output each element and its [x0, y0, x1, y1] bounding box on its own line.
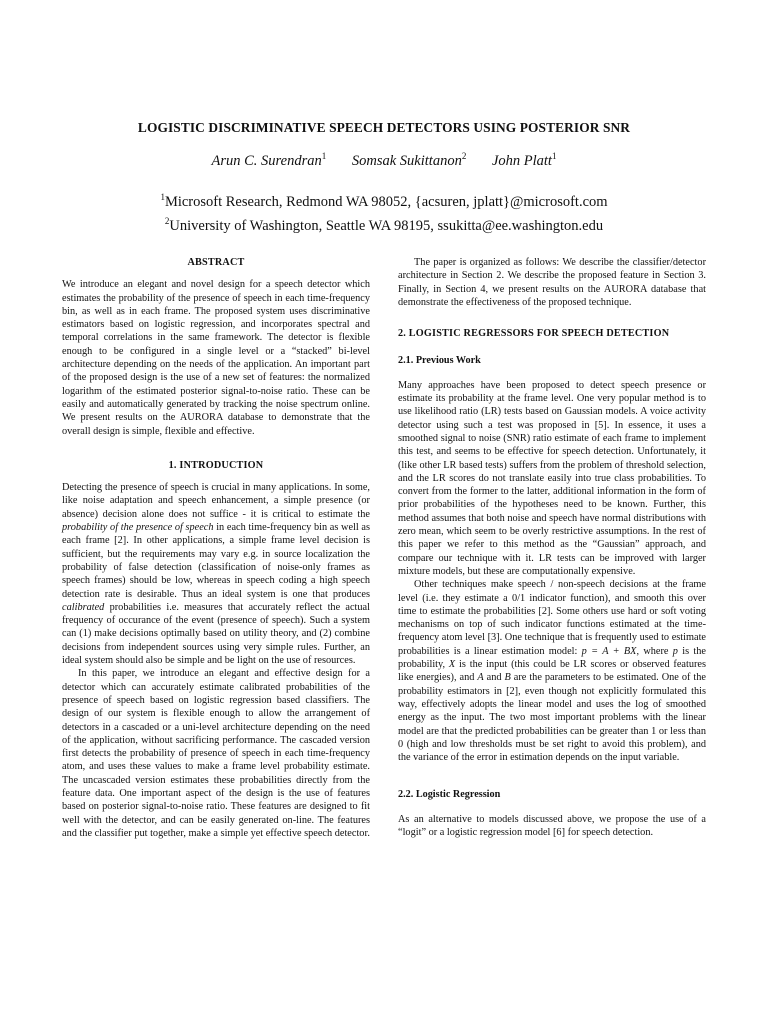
previous-work-paragraph-2: Other techniques make speech / non-speech decisions at the frame level (i.e. they estimate a 0/1 indicator function), and smooth this over time to estimate the probabilities [2]. Some others use hard or soft voting mechanisms on top of such indicator functions estimated at the time-frequency atom level [3]. One technique that is frequently used to estimate probabilities is a linear estimation model: p = A + BX, where p is the probability, X is the input (this could be LR scores or observed features like energies), and A and B are the parameters to be estimated. One of the probability estimators in [2], even though not explicitly formulated this way, effectively adopts the linear model and uses the log of smoothed energy as the input. The two most important problems with the linear model are that the predicted probabilities can be greater than 1 or less than 0 (high and low thresholds must be set right to avoid this problem), and the variance of the error in estimation depends on the input variable.	[398, 579, 706, 764]
author-list	[0, 151, 768, 170]
author-1: Arun C. Surendran$^1$	[211, 151, 327, 169]
author-3: John Platt$^1$	[491, 151, 557, 169]
subsection-2-1-heading: 2.1. Previous Work	[398, 355, 481, 367]
affiliations	[0, 188, 768, 236]
intro-paragraph-1: Detecting the presence of speech is crucial in many applications. In some, like noise adaptation and speech enhancement, a simple presence (or absence) decision alone does not suffice - it is critical to estimate the probability of the presence of speech in each time-frequency bin as well as each frame [2]. In other applications, a simple frame level decision is sufficient, but the requirements may vary e.g. in source localization the probability of false detection (classification of noise-only frames as speech frames) should be low, whereas in speech coding a high speech detection rate is desirable. Thus an ideal system is one that produces calibrated probabilities i.e. measures that accurately reflect the actual frequency of occurance of the event (presence of speech). Such a system can (1) make decisions optimally based on utility theory, and (2) combine decisions from independent sources using very simple rules. Further, an ideal system should also be simple and be light on the use of resources.	[62, 482, 370, 667]
author-2: Somsak Sukittanon$^2$	[351, 151, 467, 169]
intro-heading: 1. INTRODUCTION	[168, 459, 264, 471]
paper-title: LOGISTIC DISCRIMINATIVE SPEECH DETECTORS USING POSTERIOR SNR	[137, 120, 631, 135]
subsection-2-2-heading: 2.2. Logistic Regression	[398, 789, 501, 801]
organization-paragraph: The paper is organized as follows: We describe the classifier/detector architecture in Section 2. We describe the proposed feature in Section 3. Finally, in Section 4, we present results on the AURORA database that demonstrate the effectiveness of the proposed technique.	[398, 257, 706, 308]
affiliation-2: $^2$University of Washington, Seattle WA 98195, ssukitta@ee.washington.edu	[164, 215, 604, 234]
abstract-heading: ABSTRACT	[187, 257, 245, 268]
logistic-regression-paragraph: As an alternative to models discussed above, we propose the use of a “logit” or a logistic regression model [6] for speech detection.	[398, 813, 706, 838]
abstract-text: We introduce an elegant and novel design for a speech detector which estimates the probability of the presence of speech in each time-frequency bin, as well as in each frame. The proposed system uses discriminative estimators based on logistic regression, and incorporates spectral and temporal correlations in the same framework. The detector is flexible enough to be configured in a single level or a “stacked” bi-level architecture depending on the needs of the application. An important part of the proposed design is the use of a new set of features: the normalized logarithm of the estimated posterior signal-to-noise ratio. These can be easily and automatically generated by tracking the noise spectrum online. We present results on the AURORA database to demonstrate that the overall design is simple, flexible and effective.	[62, 279, 370, 437]
affiliation-1: $^1$Microsoft Research, Redmond WA 98052, {acsuren, jplatt}@microsoft.com	[160, 192, 608, 210]
previous-work-paragraph-1: Many approaches have been proposed to detect speech presence or estimate its probability at the frame level. One very popular method is to use likelihood ratio (LR) tests based on Gaussian models. A voice activity detector using such a test was proposed in [5]. In essence, it uses a smoothed signal to noise (SNR) ratio estimate of each frame to implement this test, and seems to be effective for speech detection. Unfortunately, it (like other LR based tests) suffers from the problem of threshold selection, and the LR scores do not translate easily into true class probabilities. To convert from the former to the latter, additional information in the form of prior probabilities of the hypotheses need to be known. Further, this method assumes that both noise and speech have normal distributions with zero mean, which seem to be overly restrictive assumptions. In the rest of this paper we refer to this method as the “Gaussian” approach, and compare our technique with it. LR tests can be improved with larger mixture models, but these are computationally expensive.	[398, 379, 706, 577]
left-column	[62, 256, 370, 840]
intro-paragraph-2: In this paper, we introduce an elegant and effective design for a detector which can accurately estimate calibrated probabilities of the presence of speech based on logistic regression based classifiers. The design of our system is flexible enough to allow the arrangement of detectors in a cascaded or a uni-level architecture depending on the need of the application, without sacrificing performance. The cascaded version first detects the probability of presence of speech in each time-frequency atom, and uses these values to make a frame level probability estimate. The uncascaded version estimates these probabilities directly from the feature data. One important aspect of the design is the use of features based on posterior signal-to-noise ratio. These features are designed to fit well with the detector, and can be easily generated on-line. The features and the classifier put together, make a simple yet effective speech detector.	[62, 668, 370, 839]
right-column	[398, 256, 706, 839]
section-2-heading: 2. LOGISTIC REGRESSORS FOR SPEECH DETECTION	[398, 328, 670, 340]
